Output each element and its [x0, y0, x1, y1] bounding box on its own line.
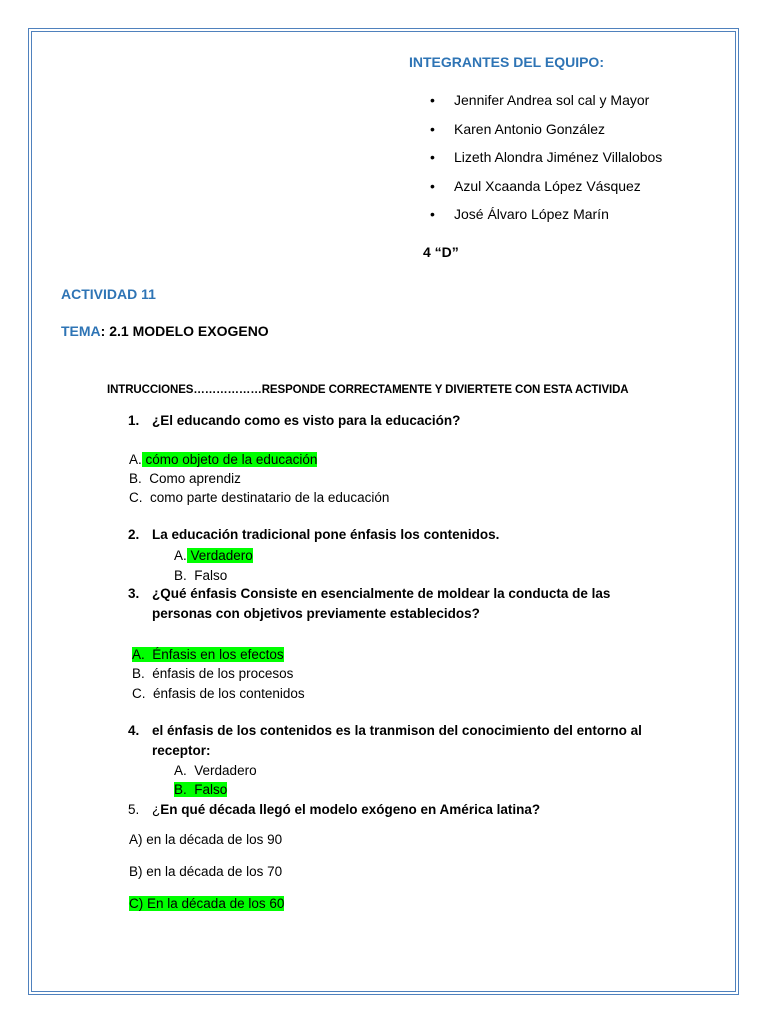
- team-member: • Jennifer Andrea sol cal y Mayor: [430, 90, 662, 119]
- option-3b: [132, 664, 293, 683]
- option-text: Énfasis en los efectos: [152, 647, 284, 662]
- option-letter: A.: [174, 548, 187, 563]
- option-5a: [129, 830, 282, 849]
- instructions: INTRUCCIONES………………RESPONDE CORRECTAMENTE Y DIVIERTETE CON ESTA ACTIVIDA: [107, 384, 629, 396]
- option-letter: C.: [129, 490, 143, 505]
- option-highlight: [129, 896, 284, 911]
- option-text: Falso: [194, 568, 228, 583]
- option-text: Verdadero: [194, 763, 257, 778]
- option-letter: A.: [174, 763, 187, 778]
- question-number: 4.: [128, 723, 140, 738]
- team-member: • José Álvaro López Marín: [430, 204, 662, 233]
- topic-label: TEMA: [61, 323, 101, 339]
- option-1b: [129, 469, 241, 488]
- team-member: • Karen Antonio González: [430, 119, 662, 148]
- option-highlight: [132, 647, 284, 662]
- question-text: el énfasis de los contenidos es la tranmison del conocimiento del entorno al receptor:: [152, 723, 642, 758]
- question-2: [128, 525, 499, 545]
- option-2a: [174, 546, 253, 565]
- option-letter: C.: [132, 686, 146, 701]
- team-member: • Azul Xcaanda López Vásquez: [430, 176, 662, 205]
- option-text: énfasis de los procesos: [152, 666, 294, 681]
- option-2b: [174, 566, 227, 585]
- option-letter: A.: [129, 452, 142, 467]
- option-letter: B.: [174, 782, 187, 797]
- option-3c: [132, 684, 305, 703]
- question-text: ¿El educando como es visto para la educación?: [152, 413, 461, 428]
- question-number: 5.: [128, 802, 140, 817]
- option-text: Verdadero: [186, 548, 253, 563]
- option-letter: A): [129, 832, 143, 847]
- team-member-list: [430, 90, 662, 233]
- option-text: Falso: [194, 782, 228, 797]
- question-prefix: ¿: [152, 802, 161, 817]
- option-letter: B.: [132, 666, 145, 681]
- activity-title: ACTIVIDAD 11: [61, 286, 156, 302]
- question-text: ¿Qué énfasis Consiste en esencialmente de moldear la conducta de las personas con objetivos previamente establecidos?: [152, 586, 611, 621]
- option-5b: [129, 862, 282, 881]
- option-letter: B.: [129, 471, 142, 486]
- option-4a: [174, 761, 257, 780]
- option-text: Como aprendiz: [149, 471, 241, 486]
- question-4: [128, 721, 648, 761]
- option-1a: [129, 450, 317, 469]
- option-letter: A.: [132, 647, 145, 662]
- option-letter: B.: [174, 568, 187, 583]
- question-number: 3.: [128, 586, 140, 601]
- topic-text: : 2.1 MODELO EXOGENO: [100, 323, 269, 339]
- question-5: [128, 800, 540, 820]
- question-text: La educación tradicional pone énfasis los contenidos.: [152, 527, 500, 542]
- option-text: como parte destinatario de la educación: [150, 490, 390, 505]
- option-text: En la década de los 60: [147, 896, 285, 911]
- question-number: 2.: [128, 527, 140, 542]
- option-letter: B): [129, 864, 143, 879]
- option-4b: [174, 780, 227, 799]
- group-label: 4 “D”: [423, 244, 459, 260]
- option-3a: [132, 645, 284, 664]
- option-letter: C): [129, 896, 144, 911]
- option-text: en la década de los 70: [146, 864, 283, 879]
- question-3: [128, 584, 648, 624]
- option-highlight: [174, 782, 227, 797]
- option-text: en la década de los 90: [146, 832, 283, 847]
- question-number: 1.: [128, 413, 140, 428]
- option-1c: [129, 488, 389, 507]
- option-text: cómo objeto de la educación: [141, 452, 318, 467]
- team-member: • Lizeth Alondra Jiménez Villalobos: [430, 147, 662, 176]
- question-1: [128, 411, 460, 431]
- question-text: En qué década llegó el modelo exógeno en América latina?: [160, 802, 541, 817]
- option-text: énfasis de los contenidos: [153, 686, 305, 701]
- option-5c: [129, 894, 284, 913]
- team-title: INTEGRANTES DEL EQUIPO:: [409, 54, 604, 70]
- topic-heading: [61, 323, 269, 339]
